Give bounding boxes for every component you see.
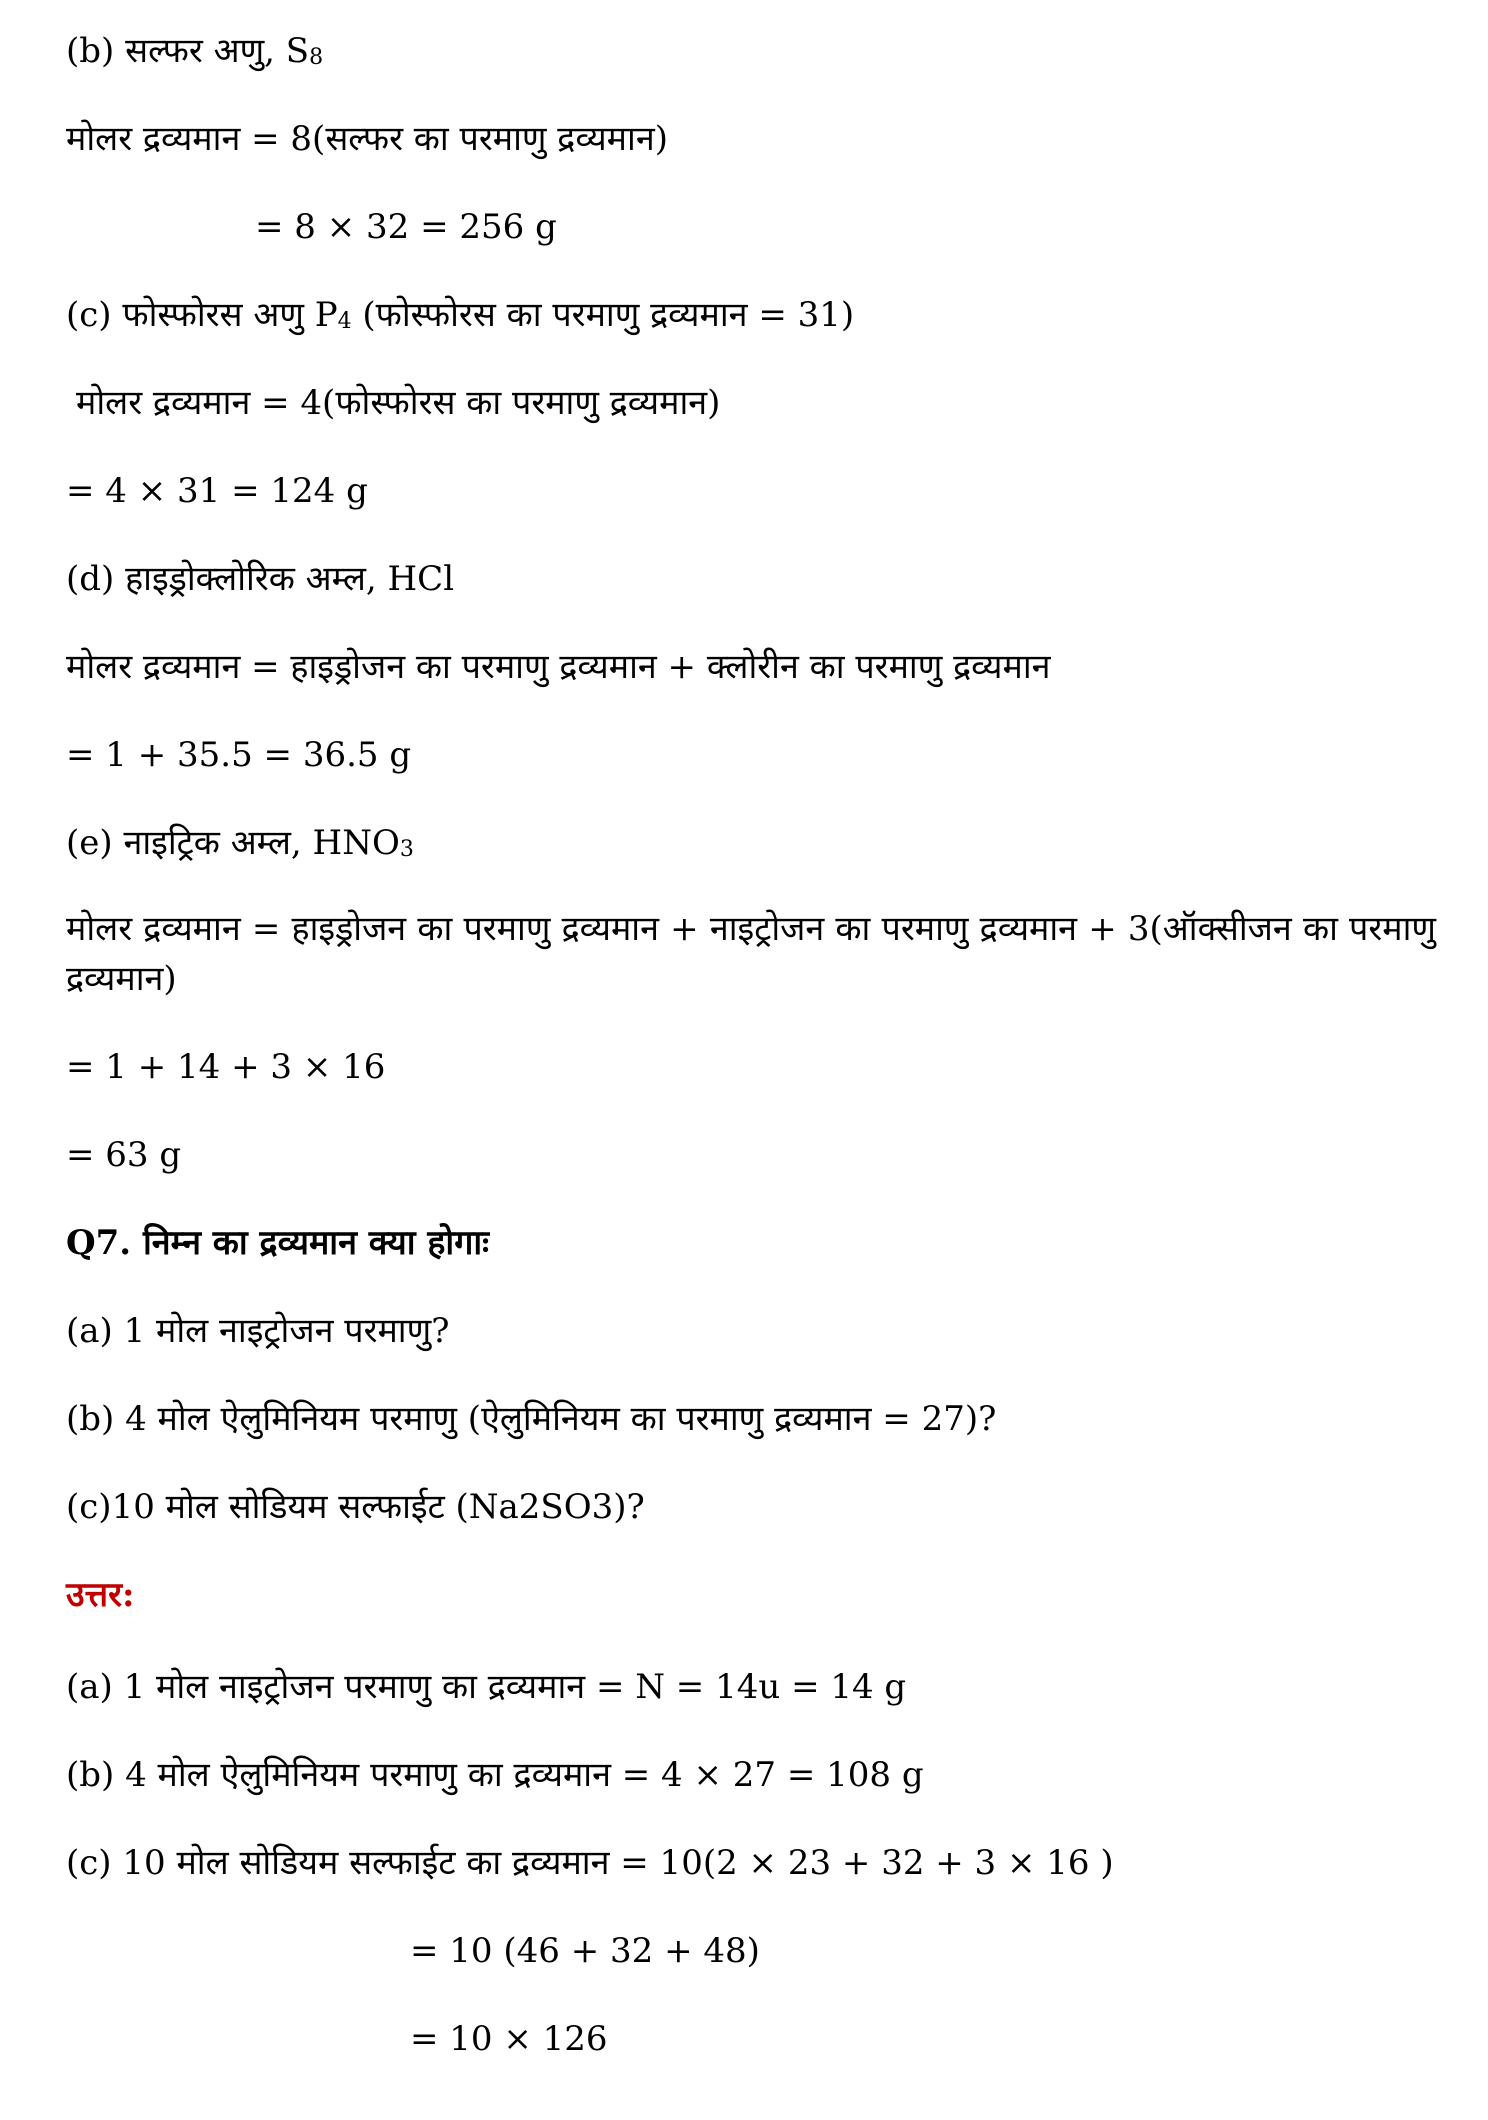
hcl-heading: (d) हाइड्रोक्लोरिक अम्ल, HCl [66,559,455,599]
hcl-molar-mass-formula: मोलर द्रव्यमान = हाइड्रोजन का परमाणु द्रव्यमान + क्लोरीन का परमाणु द्रव्यमान [66,647,1051,687]
question-7-part-c: (c)10 मोल सोडियम सल्फाईट (Na2SO3)? [66,1487,645,1527]
sulfur-molar-mass-result: = 8 × 32 = 256 g [255,207,557,247]
answer-heading: उत्तर: [66,1575,135,1615]
sulfur-molecule-heading: (b) सल्फर अणु, $S_8$ [66,31,324,71]
question-7-part-b: (b) 4 मोल ऐलुमिनियम परमाणु (ऐलुमिनियम का परमाणु द्रव्यमान = 27)? [66,1399,997,1439]
hno3-heading: (e) नाइट्रिक अम्ल, $HNO_3$ [66,823,414,863]
phosphorus-molar-mass-result: = 4 × 31 = 124 g [66,471,368,511]
hcl-molar-mass-result: = 1 + 35.5 = 36.5 g [66,735,412,775]
answer-part-b: (b) 4 मोल ऐलुमिनियम परमाणु का द्रव्यमान = 4 × 27 = 108 g [66,1755,924,1795]
answer-part-a: (a) 1 मोल नाइट्रोजन परमाणु का द्रव्यमान = N = 14u = 14 g [66,1667,907,1707]
phosphorus-molar-mass-formula: मोलर द्रव्यमान = 4(फोस्फोरस का परमाणु द्रव्यमान) [76,383,721,423]
answer-part-c-step-2: = 10 × 126 [410,2019,608,2059]
sulfur-molar-mass-formula: मोलर द्रव्यमान = 8(सल्फर का परमाणु द्रव्यमान) [66,119,668,159]
phosphorus-molecule-heading: (c) फोस्फोरस अणु $P_4$ (फोस्फोरस का परमाणु द्रव्यमान = 31) [66,295,855,335]
hno3-molar-mass-sum: = 1 + 14 + 3 × 16 [66,1047,386,1087]
hno3-molar-mass-result: = 63 g [66,1135,182,1175]
question-7-part-a: (a) 1 मोल नाइट्रोजन परमाणु? [66,1311,450,1351]
hno3-molar-mass-formula: मोलर द्रव्यमान = हाइड्रोजन का परमाणु द्रव्यमान + नाइट्रोजन का परमाणु द्रव्यमान + 3(ऑक्सीजन का परमाणु द्रव्यमान) [66,909,1436,999]
answer-part-c-step-1: = 10 (46 + 32 + 48) [410,1931,760,1971]
answer-part-c: (c) 10 मोल सोडियम सल्फाईट का द्रव्यमान = 10(2 × 23 + 32 + 3 × 16 ) [66,1843,1114,1883]
question-7-title: Q7. निम्न का द्रव्यमान क्या होगाः [66,1223,490,1263]
